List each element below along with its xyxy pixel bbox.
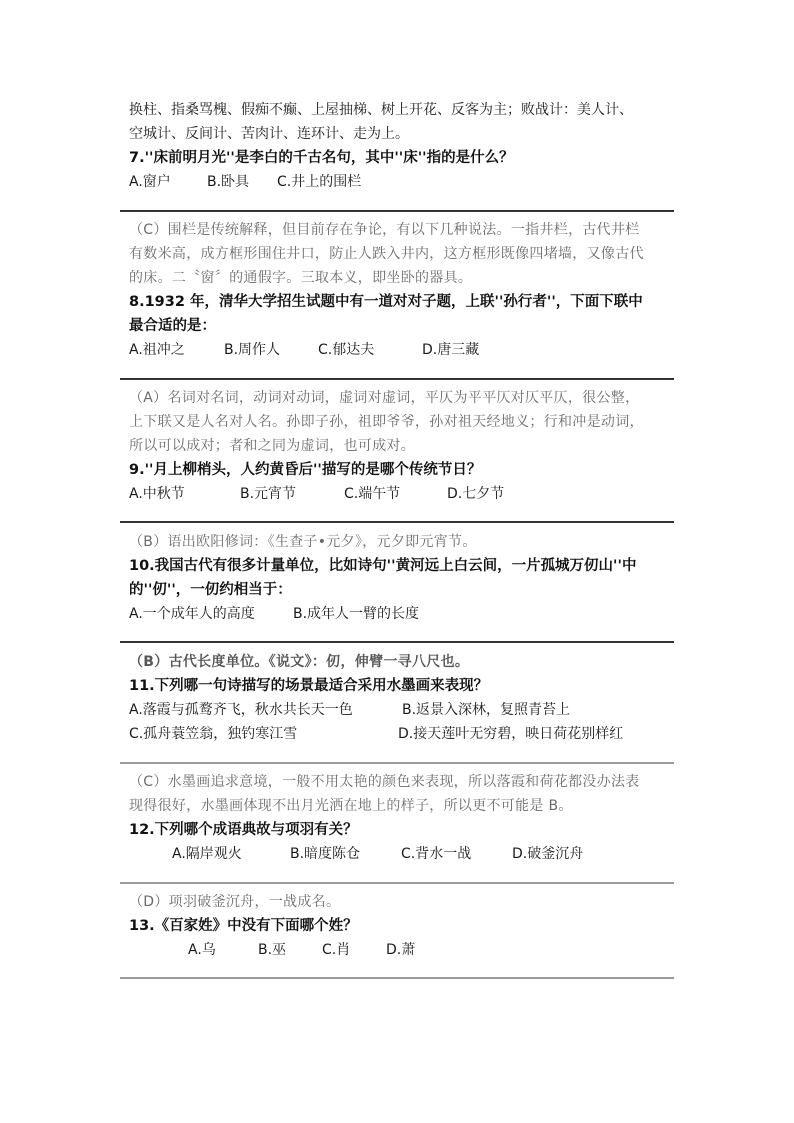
q7-option-b: B.卧具 [207,174,250,190]
divider-q9 [120,521,674,523]
divider-q11 [120,762,674,764]
divider-q10 [120,641,674,643]
q7-option-c: C.井上的围栏 [277,174,362,190]
q9-option-a: A.中秋节 [129,486,185,502]
question-11: 11.下列哪一句诗描写的场景最适合采用水墨画来表现？ [129,678,489,694]
question-7: 7.''床前明月光''是李白的千古名句，其中''床''指的是什么？ [129,150,514,166]
question-12: 12.下列哪个成语典故与项羽有关？ [129,822,358,838]
q13-option-d: D.萧 [386,942,416,958]
q9-option-c: C.端午节 [344,486,401,502]
answer-12: （D）项羽破釜沉舟，一战成名。 [129,894,341,910]
answer-7-line-1: （C）围栏是传统解释，但目前存在争论，有以下几种说法。一指井栏，古代井栏 [129,222,640,238]
q7-option-a: A.窗户 [129,174,171,190]
divider-q8 [120,378,674,380]
q12-option-d: D.破釜沉舟 [512,846,584,862]
answer-7-line-3: 的床。二〝窗〞的通假字。三取本义，即坐卧的器具。 [129,270,473,286]
q8-option-d: D.唐三藏 [422,342,480,358]
q9-option-d: D.七夕节 [447,486,505,502]
q12-option-c: C.背水一战 [401,846,472,862]
question-8-line-2: 最合适的是： [129,318,216,334]
divider-q13 [120,977,674,979]
answer-11-line-1: （C）水墨画追求意境，一般不用太艳的颜色来表现，所以落霞和荷花都没办法表 [129,774,640,790]
divider-q7 [120,210,674,212]
intro-line-1: 换柱、指桑骂槐、假痴不癫、上屋抽梯、树上开花、反客为主；败战计：美人计、 [129,102,633,118]
q11-option-b: B.返景入深林，复照青苔上 [402,702,571,718]
answer-8-line-1: （A）名词对名词，动词对动词，虚词对虚词，平仄为平平仄对仄平仄，很公整， [129,390,640,406]
q8-option-c: C.郁达夫 [318,342,375,358]
q13-option-c: C.肖 [322,942,351,958]
question-10-line-1: 10.我国古代有很多计量单位，比如诗句''黄河远上白云间，一片孤城万仞山''中 [129,558,637,574]
q10-option-b: B.成年人一臂的长度 [293,606,420,622]
intro-line-2: 空城计、反间计、苦肉计、连环计、走为上。 [129,126,409,142]
answer-11-line-2: 现得很好，水墨画体现不出月光洒在地上的样子，所以更不可能是 B。 [129,798,573,814]
q11-option-a: A.落霞与孤鹜齐飞，秋水共长天一色 [129,702,353,718]
question-10-line-2: 的''仞''，一仞约相当于： [129,582,292,598]
q8-option-a: A.祖冲之 [129,342,185,358]
q10-option-a: A.一个成年人的高度 [129,606,255,622]
question-9: 9.''月上柳梢头，人约黄昏后''描写的是哪个传统节日？ [129,462,482,478]
answer-8-line-3: 所以可以成对；者和之同为虚词，也可成对。 [129,438,415,454]
answer-9: （B）语出欧阳修词：《生查子•元夕》，元夕即元宵节。 [129,534,477,550]
q12-option-b: B.暗度陈仓 [290,846,361,862]
q9-option-b: B.元宵节 [240,486,297,502]
q11-option-d: D.接天莲叶无穷碧，映日荷花别样红 [398,726,624,742]
q12-option-a: A.隔岸观火 [172,846,242,862]
q11-option-c: C.孤舟蓑笠翁，独钓寒江雪 [129,726,298,742]
q13-option-b: B.巫 [258,942,287,958]
answer-7-line-2: 有数米高，成方框形围住井口，防止人跌入井内，这方框形既像四堵墙，又像古代 [129,246,644,262]
question-13: 13.《百家姓》中没有下面哪个姓？ [129,918,358,934]
answer-8-line-2: 上下联又是人名对人名。孙即子孙，祖即爷爷，孙对祖天经地义；行和冲是动词， [129,414,644,430]
divider-q12 [120,882,674,884]
answer-10: （B）古代长度单位。《说文》：仞，伸臂一寻八尺也。 [129,654,470,670]
q8-option-b: B.周作人 [224,342,281,358]
question-8-line-1: 8.1932 年，清华大学招生试题中有一道对对子题，上联''孙行者''，下面下联中 [129,294,643,310]
q13-option-a: A.乌 [188,942,216,958]
